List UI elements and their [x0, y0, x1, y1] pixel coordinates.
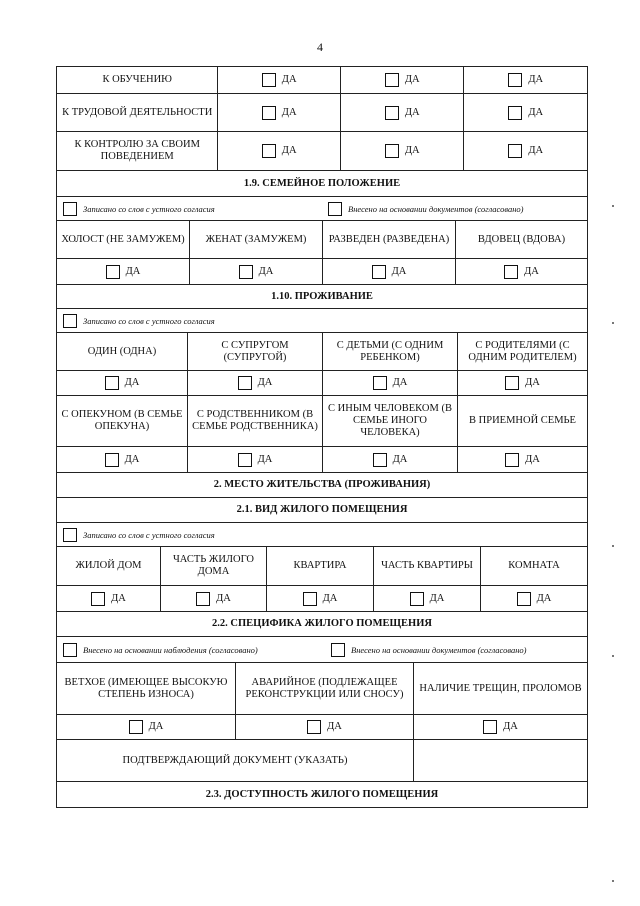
header-cell: ХОЛОСТ (НЕ ЗАМУЖЕМ) — [61, 233, 185, 245]
table-row — [56, 66, 588, 94]
form-table — [56, 66, 588, 808]
checkbox[interactable] — [106, 265, 120, 279]
header-cell: ВДОВЕЦ (ВДОВА) — [455, 221, 587, 258]
header-cell: ЖЕНАТ (ЗАМУЖЕМ) — [189, 221, 322, 258]
section-header — [56, 171, 588, 197]
section-title: 2.3. ДОСТУПНОСТЬ ЖИЛОГО ПОМЕЩЕНИЯ — [205, 788, 439, 800]
checkbox[interactable] — [105, 376, 119, 390]
checkbox-cell[interactable]: ДА — [187, 371, 322, 395]
checkbox[interactable] — [262, 106, 276, 120]
row-label: К ОБУЧЕНИЮ — [102, 74, 172, 85]
checkbox[interactable] — [385, 73, 399, 87]
section-header — [56, 782, 588, 808]
supporting-document-field[interactable] — [413, 740, 587, 781]
section-header — [56, 612, 588, 637]
checkbox-cell[interactable]: ДА — [413, 715, 587, 739]
checkbox-cell[interactable]: ДА — [266, 586, 373, 611]
checkbox[interactable] — [504, 265, 518, 279]
header-cell: ЧАСТЬ КВАРТИРЫ — [373, 547, 480, 585]
checkbox-cell[interactable]: ДА — [322, 259, 455, 284]
checkbox[interactable] — [262, 144, 276, 158]
checkbox[interactable] — [331, 643, 345, 657]
table-row — [56, 221, 588, 259]
checkbox[interactable] — [91, 592, 105, 606]
checkbox-cell[interactable]: ДА — [217, 132, 340, 170]
header-cell: С РОДСТВЕННИКОМ (В СЕМЬЕ РОДСТВЕННИКА) — [187, 396, 322, 446]
table-row — [56, 396, 588, 447]
note-documents[interactable]: Внесено на основании документов (согласовано) — [325, 637, 587, 662]
header-cell: ЧАСТЬ ЖИЛОГО ДОМА — [160, 547, 266, 585]
header-cell: С РОДИТЕЛЯМИ (С ОДНИМ РОДИТЕЛЕМ) — [457, 333, 587, 370]
header-cell: АВАРИЙНОЕ (ПОДЛЕЖАЩЕЕ РЕКОНСТРУКЦИИ ИЛИ СНОСУ) — [235, 663, 413, 714]
checkbox[interactable] — [238, 376, 252, 390]
note-oral-consent[interactable]: Записано со слов с устного согласия — [57, 309, 587, 332]
checkbox[interactable] — [105, 453, 119, 467]
checkbox-cell[interactable]: ДА — [160, 586, 266, 611]
header-cell: КОМНАТА — [480, 547, 587, 585]
checkbox[interactable] — [196, 592, 210, 606]
checkbox-cell[interactable]: ДА — [217, 94, 340, 131]
checkbox-cell[interactable]: ДА — [235, 715, 413, 739]
checkbox-cell[interactable]: ДА — [189, 259, 322, 284]
checkbox[interactable] — [63, 202, 77, 216]
section-header — [56, 285, 588, 309]
checkbox-cell[interactable]: ДА — [340, 94, 464, 131]
table-row — [56, 586, 588, 612]
checkbox[interactable] — [385, 106, 399, 120]
header-cell: КВАРТИРА — [266, 547, 373, 585]
section-title: 2.2. СПЕЦИФИКА ЖИЛОГО ПОМЕЩЕНИЯ — [212, 618, 432, 629]
checkbox[interactable] — [63, 528, 77, 542]
header-cell: С СУПРУГОМ (СУПРУГОЙ) — [187, 333, 322, 370]
header-cell: РАЗВЕДЕН (РАЗВЕДЕНА) — [322, 221, 455, 258]
header-cell: С ИНЫМ ЧЕЛОВЕКОМ (В СЕМЬЕ ИНОГО ЧЕЛОВЕКА) — [322, 396, 457, 446]
checkbox[interactable] — [373, 376, 387, 390]
checkbox[interactable] — [63, 643, 77, 657]
section-title: 2.1. ВИД ЖИЛОГО ПОМЕЩЕНИЯ — [236, 504, 408, 515]
page-number: 4 — [317, 40, 323, 54]
table-row — [56, 132, 588, 171]
table-row — [56, 715, 588, 740]
table-row — [56, 259, 588, 285]
checkbox-cell[interactable]: ДА — [455, 259, 587, 284]
note-oral-consent[interactable]: Записано со слов с устного согласия — [57, 523, 587, 546]
checkbox[interactable] — [129, 720, 143, 734]
checkbox[interactable] — [410, 592, 424, 606]
section-title: 1.9. СЕМЕЙНОЕ ПОЛОЖЕНИЕ — [243, 177, 401, 189]
checkbox-cell[interactable]: ДА — [217, 67, 340, 93]
checkbox[interactable] — [307, 720, 321, 734]
checkbox-cell[interactable]: ДА — [480, 586, 587, 611]
supporting-document-label: ПОДТВЕРЖДАЮЩИЙ ДОКУМЕНТ (УКАЗАТЬ) — [122, 754, 348, 766]
checkbox-cell[interactable]: ДА — [322, 371, 457, 395]
note-row — [56, 637, 588, 663]
scan-speck — [612, 655, 614, 657]
note-row — [56, 523, 588, 547]
checkbox[interactable] — [262, 73, 276, 87]
table-row — [56, 333, 588, 371]
header-cell: ЖИЛОЙ ДОМ — [75, 560, 142, 571]
section-header — [56, 498, 588, 523]
checkbox[interactable] — [483, 720, 497, 734]
checkbox[interactable] — [508, 106, 522, 120]
checkbox-cell[interactable]: ДА — [340, 132, 464, 170]
checkbox[interactable] — [508, 73, 522, 87]
section-title: 2. МЕСТО ЖИТЕЛЬСТВА (ПРОЖИВАНИЯ) — [213, 479, 431, 490]
checkbox[interactable] — [239, 265, 253, 279]
row-label: К КОНТРОЛЮ ЗА СВОИМ ПОВЕДЕНИЕМ — [74, 139, 200, 162]
header-cell: В ПРИЕМНОЙ СЕМЬЕ — [457, 396, 587, 446]
note-row — [56, 197, 588, 221]
header-cell: НАЛИЧИЕ ТРЕЩИН, ПРОЛОМОВ — [413, 663, 587, 714]
header-cell: С ДЕТЬМИ (С ОДНИМ РЕБЕНКОМ) — [322, 333, 457, 370]
note-observation[interactable]: Внесено на основании наблюдения (согласовано) — [57, 637, 325, 662]
checkbox[interactable] — [385, 144, 399, 158]
table-row — [56, 371, 588, 396]
scan-speck — [612, 322, 614, 324]
checkbox[interactable] — [303, 592, 317, 606]
table-row — [56, 663, 588, 715]
checkbox[interactable] — [63, 314, 77, 328]
checkbox[interactable] — [373, 453, 387, 467]
note-documents[interactable]: Внесено на основании документов (согласовано) — [322, 197, 587, 220]
table-row — [56, 547, 588, 586]
row-label: К ТРУДОВОЙ ДЕЯТЕЛЬНОСТИ — [62, 106, 213, 118]
checkbox-cell[interactable]: ДА — [57, 259, 189, 284]
checkbox-cell[interactable]: ДА — [57, 447, 187, 472]
checkbox[interactable] — [328, 202, 342, 216]
table-row — [56, 740, 588, 782]
checkbox[interactable] — [517, 592, 531, 606]
checkbox-cell[interactable]: ДА — [457, 447, 587, 472]
header-cell: С ОПЕКУНОМ (В СЕМЬЕ ОПЕКУНА) — [61, 409, 183, 432]
checkbox-cell[interactable]: ДА — [57, 715, 235, 739]
checkbox[interactable] — [372, 265, 386, 279]
checkbox-cell[interactable]: ДА — [457, 371, 587, 395]
checkbox[interactable] — [505, 453, 519, 467]
note-row — [56, 309, 588, 333]
table-row — [56, 447, 588, 473]
section-header — [56, 473, 588, 498]
checkbox-cell[interactable]: ДА — [463, 132, 587, 170]
checkbox-cell[interactable]: ДА — [373, 586, 480, 611]
checkbox-cell[interactable]: ДА — [57, 371, 187, 395]
scan-speck — [612, 880, 614, 882]
checkbox[interactable] — [505, 376, 519, 390]
checkbox[interactable] — [508, 144, 522, 158]
checkbox-cell[interactable]: ДА — [463, 94, 587, 131]
checkbox-cell[interactable]: ДА — [463, 67, 587, 93]
scan-speck — [612, 205, 614, 207]
checkbox-cell[interactable]: ДА — [57, 586, 160, 611]
scan-speck — [612, 545, 614, 547]
table-row — [56, 94, 588, 132]
checkbox[interactable] — [238, 453, 252, 467]
header-cell: ВЕТХОЕ (ИМЕЮЩЕЕ ВЫСОКУЮ СТЕПЕНЬ ИЗНОСА) — [64, 676, 228, 700]
checkbox-cell[interactable]: ДА — [322, 447, 457, 472]
checkbox-cell[interactable]: ДА — [187, 447, 322, 472]
section-title: 1.10. ПРОЖИВАНИЕ — [271, 290, 373, 302]
note-oral-consent[interactable]: Записано со слов с устного согласия — [57, 197, 322, 220]
checkbox-cell[interactable]: ДА — [340, 67, 464, 93]
header-cell: ОДИН (ОДНА) — [87, 345, 157, 357]
